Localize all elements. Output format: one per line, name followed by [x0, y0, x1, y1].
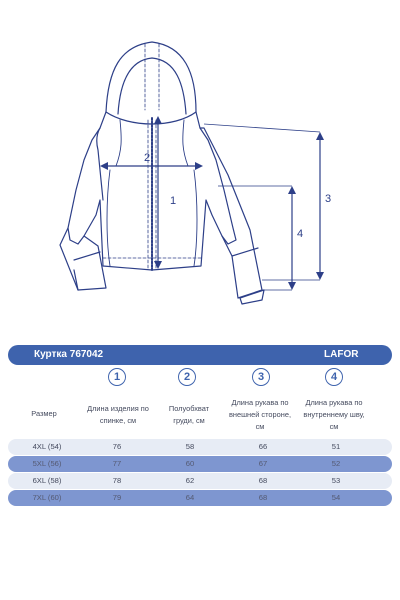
table-row — [8, 473, 392, 489]
cell-length: 77 — [112, 459, 122, 468]
measure-3-extension-top — [204, 124, 320, 132]
column-number-3: 3 — [252, 368, 270, 386]
hood-inner — [118, 58, 186, 114]
header-sleeve-inner: Длина рукава по внутреннему шву, см — [303, 398, 365, 431]
measure-4-arrow-top — [288, 186, 296, 194]
cell-size: 5XL (56) — [32, 459, 62, 468]
brand-name: LAFOR — [324, 349, 359, 360]
cell-size: 7XL (60) — [32, 493, 62, 502]
measure-4-arrow-bottom — [288, 282, 296, 290]
cell-length: 78 — [112, 476, 122, 485]
measure-1-arrow-top — [154, 116, 162, 124]
cell-sleeve-inner: 52 — [331, 459, 341, 468]
measure-3-label: 3 — [325, 193, 332, 205]
measure-1-label: 1 — [170, 195, 177, 207]
cell-chest: 64 — [185, 493, 195, 502]
cell-size: 4XL (54) — [32, 442, 62, 451]
header-chest: Полуобхват груди, см — [168, 404, 210, 425]
table-row — [8, 490, 392, 506]
measure-2-label: 2 — [144, 152, 151, 164]
cell-chest: 60 — [185, 459, 195, 468]
cell-sleeve-inner: 51 — [331, 442, 341, 451]
measure-4-label: 4 — [297, 228, 304, 240]
column-number-4: 4 — [325, 368, 343, 386]
header-sleeve-outer: Длина рукава по внешней стороне, см — [229, 398, 291, 431]
column-number-1: 1 — [108, 368, 126, 386]
table-title-bar — [8, 345, 392, 365]
measure-3-arrow-top — [316, 132, 324, 140]
measure-1-arrow-bottom — [154, 261, 162, 269]
model-name: Куртка 767042 — [34, 349, 104, 360]
left-cuff — [74, 252, 100, 290]
measure-3-arrow-bottom — [316, 272, 324, 280]
table-row — [8, 456, 392, 472]
cell-sleeve-outer: 68 — [258, 476, 268, 485]
left-sleeve — [60, 128, 106, 290]
header-length: Длина изделия по спинке, см — [87, 404, 149, 425]
table-row — [8, 439, 392, 455]
cell-sleeve-inner: 53 — [331, 476, 341, 485]
cell-sleeve-outer: 68 — [258, 493, 268, 502]
cell-sleeve-outer: 66 — [258, 442, 268, 451]
measure-2-arrow-right — [195, 162, 203, 170]
cell-chest: 62 — [185, 476, 195, 485]
column-number-2: 2 — [178, 368, 196, 386]
header-size: Размер — [31, 409, 57, 418]
cell-chest: 58 — [185, 442, 195, 451]
cell-sleeve-inner: 54 — [331, 493, 341, 502]
cell-length: 79 — [112, 493, 122, 502]
cell-size: 6XL (58) — [32, 476, 62, 485]
right-sleeve — [200, 128, 262, 298]
hood-seam — [145, 44, 159, 110]
cell-sleeve-outer: 67 — [258, 459, 268, 468]
measure-2-arrow-left — [100, 162, 108, 170]
cell-length: 76 — [112, 442, 122, 451]
